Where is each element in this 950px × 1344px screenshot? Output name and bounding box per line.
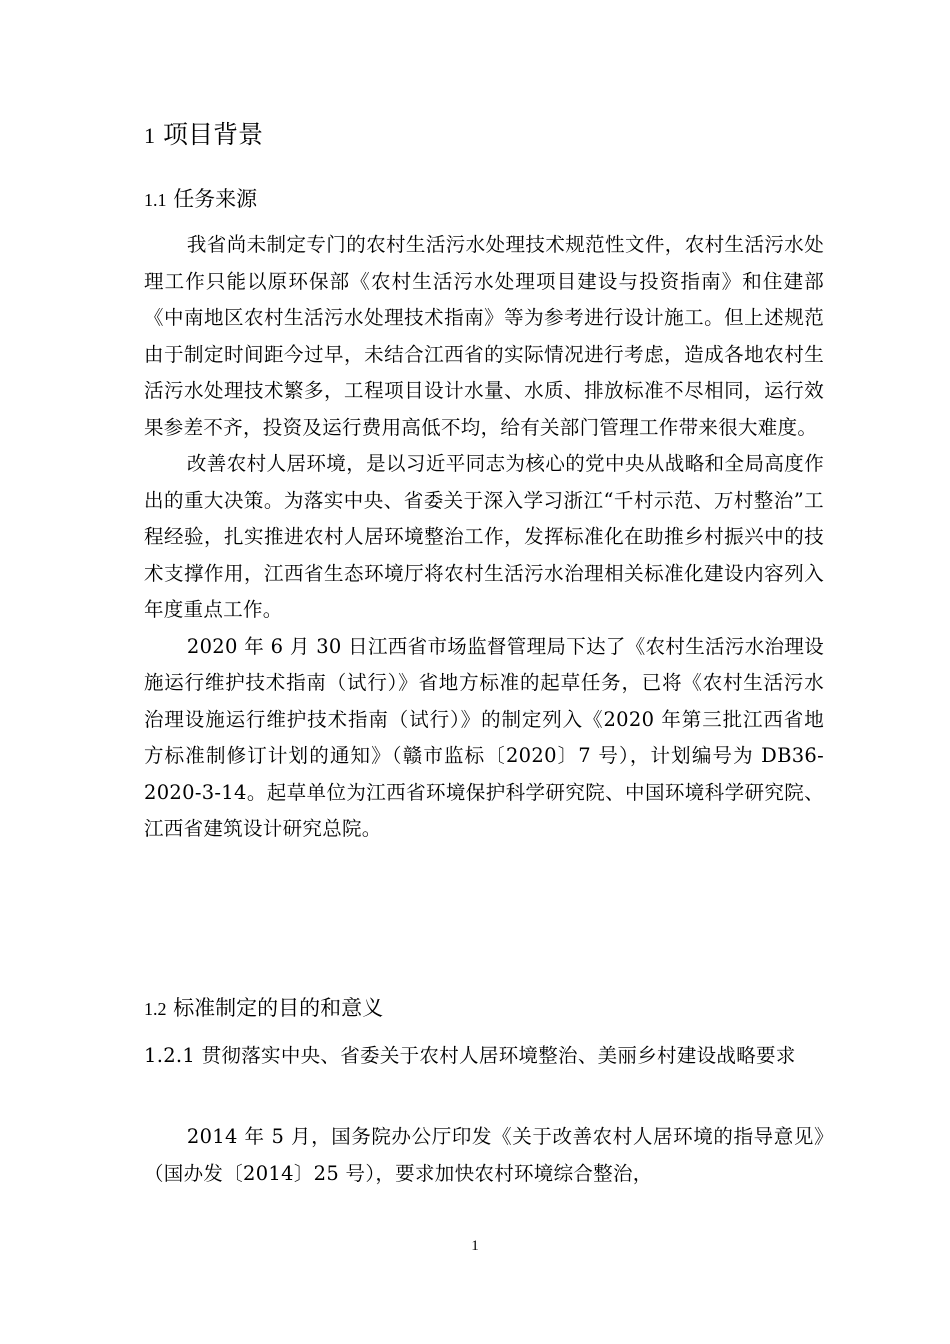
section-number: 1.1 — [144, 190, 167, 210]
section-title: 任务来源 — [173, 187, 258, 211]
section-title: 项目背景 — [162, 120, 263, 149]
section-1-1-body — [144, 227, 824, 848]
subsection-heading-1-2-1: 1.2.1 贯彻落实中央、省委关于农村人居环境整治、美丽乡村建设战略要求 — [144, 1044, 796, 1067]
section-1-2-1-body — [144, 1119, 824, 1192]
section-number: 1 — [144, 123, 155, 148]
section-heading-1-2 — [144, 993, 383, 1024]
section-title: 标准制定的目的和意义 — [173, 996, 384, 1020]
paragraph: 改善农村人居环境，是以习近平同志为核心的党中央从战略和全局高度作出的重大决策。为落实中央、省委关于深入学习浙江“千村示范、万村整治”工程经验，扎实推进农村人居环境整治工作，发挥标准化在助推乡村振兴中的技术支撑作用，江西省生态环境厅将农村生活污水治理相关标准化建设内容列入年度重点工作。 — [144, 452, 824, 621]
section-number: 1.2 — [144, 999, 167, 1019]
paragraph: 2014 年 5 月，国务院办公厅印发《关于改善农村人居环境的指导意见》（国办发〔2014〕25 号），要求加快农村环境综合整治， — [144, 1125, 824, 1185]
paragraph: 我省尚未制定专门的农村生活污水处理技术规范性文件，农村生活污水处理工作只能以原环保部《农村生活污水处理项目建设与投资指南》和住建部《中南地区农村生活污水处理技术指南》等为参考进行设计施工。但上述规范由于制定时间距今过早，未结合江西省的实际情况进行考虑，造成各地农村生活污水处理技术繁多，工程项目设计水量、水质、排放标准不尽相同，运行效果参差不齐，投资及运行费用高低不均，给有关部门管理工作带来很大难度。 — [144, 233, 824, 439]
section-heading-1 — [144, 118, 263, 153]
section-heading-1-1 — [144, 184, 257, 215]
paragraph: 2020 年 6 月 30 日江西省市场监督管理局下达了《农村生活污水治理设施运行维护技术指南（试行）》省地方标准的起草任务，已将《农村生活污水治理设施运行维护技术指南（试行）》的制定列入《2020 年第三批江西省地方标准制修订计划的通知》（赣市监标〔2020〕7 号），计划编号为 DB36-2020-3-14。起草单位为江西省环境保护科学研究院、中国环境科学研究院、江西省建筑设计研究总院。 — [144, 634, 824, 840]
page-number: 1 — [471, 1238, 479, 1254]
